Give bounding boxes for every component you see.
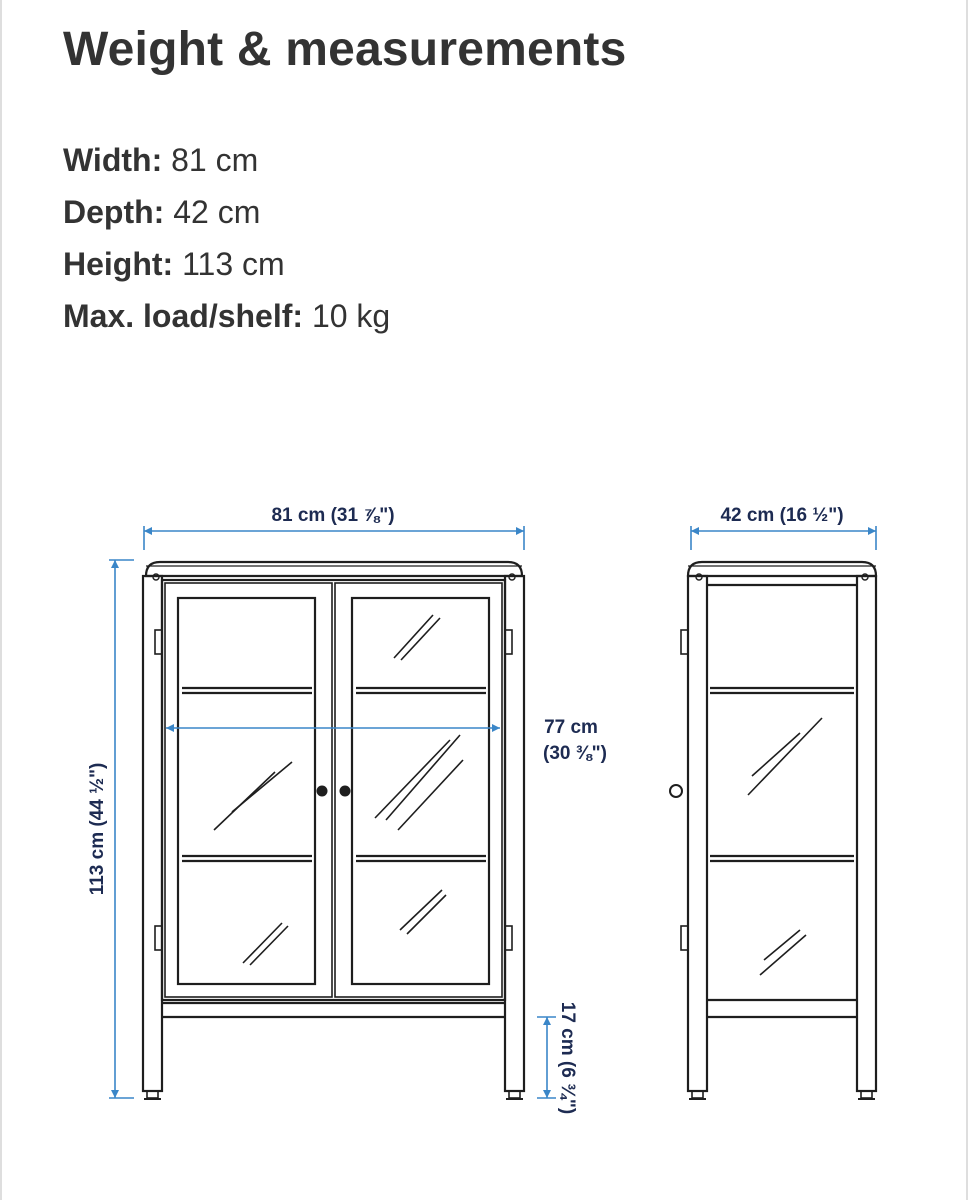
spec-value: 42 cm — [173, 194, 261, 230]
spec-list — [63, 134, 390, 342]
leg-height-dimension-label: 17 cm (6 ¾") — [557, 1001, 578, 1115]
depth-dimension-label: 42 cm (16 ½") — [720, 505, 844, 526]
width-dimension-label: 81 cm (31 ⅞") — [271, 505, 395, 526]
spec-value: 113 cm — [182, 246, 285, 282]
dimension-lines — [109, 526, 876, 1098]
spec-label: Height: — [63, 246, 174, 282]
spec-height — [63, 238, 390, 290]
spec-value: 81 cm — [171, 142, 259, 178]
spec-width — [63, 134, 390, 186]
page-title: Weight & measurements — [63, 23, 627, 76]
spec-depth — [63, 186, 390, 238]
inner-width-label-line1: 77 cm — [544, 717, 598, 738]
front-view-cabinet — [143, 562, 524, 1099]
side-glass-reflections — [748, 718, 822, 975]
front-glass-reflections — [214, 615, 463, 965]
spec-value: 10 kg — [311, 298, 391, 334]
front-door-knobs — [317, 786, 351, 797]
spec-max-load — [63, 290, 390, 342]
side-view-cabinet — [670, 562, 876, 1099]
dimension-diagram — [0, 490, 968, 1190]
height-dimension-label: 113 cm (44 ½") — [87, 762, 108, 896]
spec-label: Depth: — [63, 194, 165, 230]
inner-width-label-line2: (30 ⅜") — [543, 743, 607, 764]
spec-label: Max. load/shelf: — [63, 298, 304, 334]
spec-label: Width: — [63, 142, 163, 178]
